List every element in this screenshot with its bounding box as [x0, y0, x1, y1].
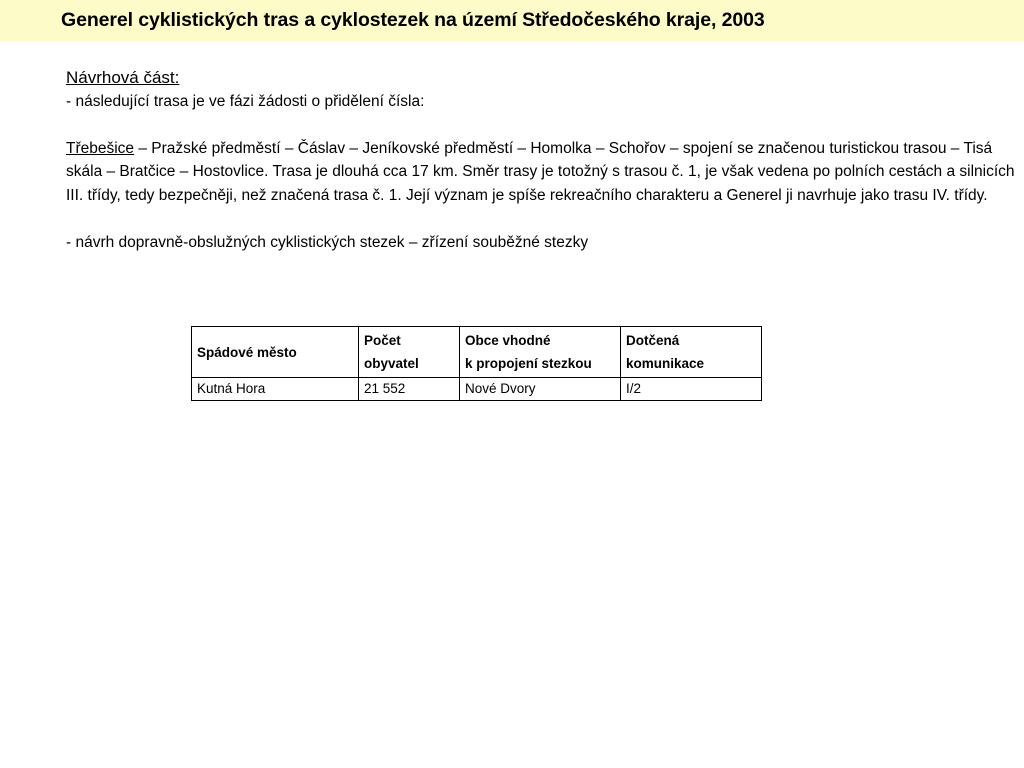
header-line: Obce vhodné: [465, 333, 551, 348]
spacer: [66, 207, 1016, 231]
section-heading-text: Návrhová část:: [66, 68, 180, 87]
header-line: komunikace: [626, 356, 705, 371]
table-row: [192, 378, 762, 401]
header-pocet-obyvatel: [359, 327, 460, 378]
header-line: k propojení stezkou: [465, 356, 592, 371]
pending-route-note: - následující trasa je ve fázi žádosti o přidělení čísla:: [66, 92, 425, 110]
cell-obce: Nové Dvory: [460, 378, 621, 401]
cell-komunikace: I/2: [621, 378, 762, 401]
header-komunikace: [621, 327, 762, 378]
header-obce: [460, 327, 621, 378]
page-title: Generel cyklistických tras a cyklostezek na území Středočeského kraje, 2003: [61, 9, 765, 31]
cell-spadove-mesto: Kutná Hora: [192, 378, 359, 401]
section-heading: [66, 66, 1016, 90]
cell-pocet-obyvatel: 21 552: [359, 378, 460, 401]
header-line: Spádové město: [197, 344, 297, 360]
proposal-note: - návrh dopravně-obslužných cyklistických stezek – zřízení souběžné stezky: [66, 233, 589, 251]
header-line: obyvatel: [364, 356, 419, 371]
header-spadove-mesto: [192, 327, 359, 378]
spacer: [66, 113, 1016, 137]
table-header-row: [192, 327, 762, 378]
header-line: Počet: [364, 333, 401, 348]
route-name: Třebešice: [66, 139, 135, 157]
body-text: [66, 66, 1016, 254]
route-description: – Pražské předměstí – Čáslav – Jeníkovské předměstí – Homolka – Schořov – spojení se značenou turistickou trasou – Tisá skála – Bratčice – Hostovlice. Trasa je dlouhá cca 17 km. Směr trasy je totožný s trasou č. 1, je však vedena po polních cestách a silnicích III. třídy, tedy bezpečněji, než značená trasa č. 1. Její význam je spíše rekreačního charakteru a Generel ji navrhuje jako trasu IV. třídy.: [66, 139, 1015, 204]
stezky-table: [191, 326, 762, 401]
header-line: Dotčená: [626, 333, 680, 348]
title-band: [0, 0, 1024, 42]
route-paragraph: [66, 137, 1016, 208]
